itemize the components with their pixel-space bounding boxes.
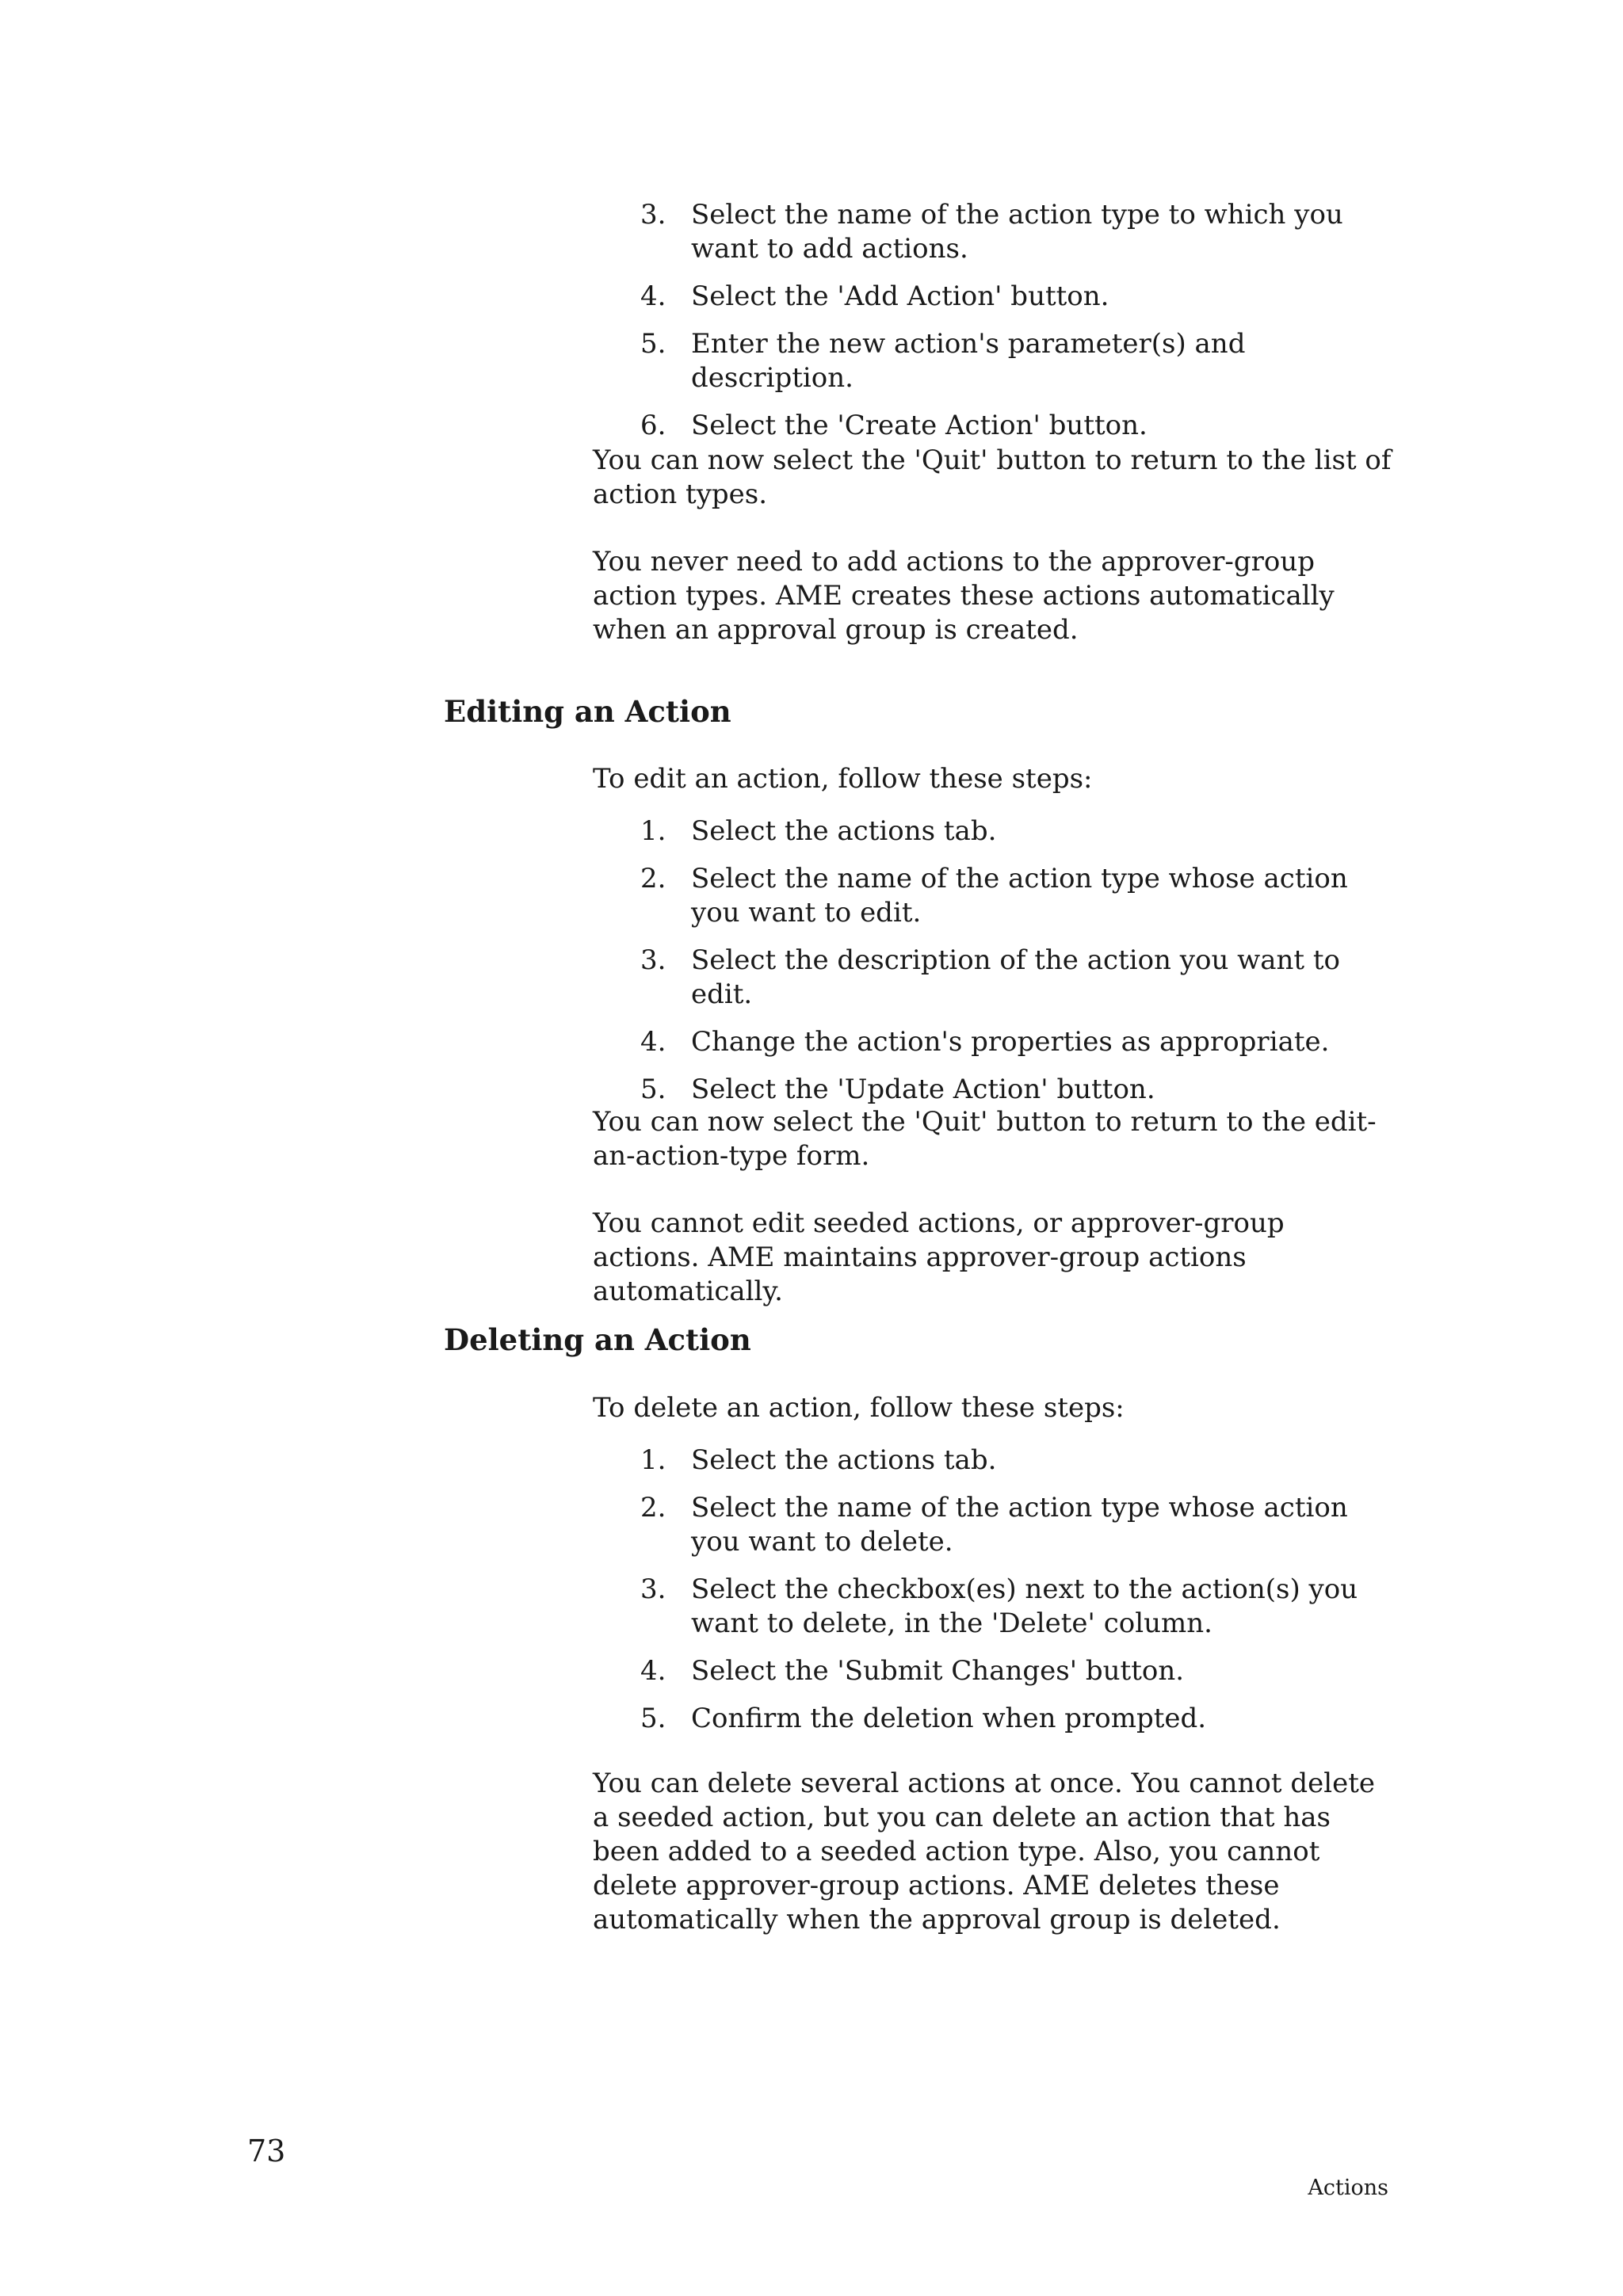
step-text: Select the 'Update Action' button.: [691, 1074, 1155, 1105]
step-number: 3.: [640, 944, 666, 976]
step-number: 6.: [640, 410, 666, 441]
delete-action-step-list: [593, 1444, 1393, 1736]
edit-quit-paragraph: You can now select the 'Quit' button to return to the edit-an-action-type form.: [593, 1106, 1377, 1172]
approver-group-note-paragraph: You never need to add actions to the approver-group action types. AME creates these actions automatically when an approval group is created.: [593, 546, 1335, 646]
delete-notes-paragraph: You can delete several actions at once. You cannot delete a seeded action, but you can delete an action that has been added to a seeded action type. Also, you cannot delete approver-group actions. AME deletes these automatically when the approval group is deleted.: [593, 1768, 1375, 1936]
deleting-action-heading: Deleting an Action: [444, 1322, 751, 1357]
step-number: 1.: [640, 815, 666, 847]
step-number: 1.: [640, 1444, 666, 1476]
quit-return-paragraph: You can now select the 'Quit' button to return to the list of action types.: [593, 444, 1392, 510]
list-item: [593, 944, 1393, 1012]
list-item: [593, 1702, 1393, 1736]
list-item: [593, 280, 1393, 314]
step-number: 4.: [640, 280, 666, 312]
add-action-step-list: [593, 198, 1393, 443]
add-action-steps-continued: [593, 198, 1393, 456]
step-text: Enter the new action's parameter(s) and description.: [691, 328, 1246, 394]
editing-action-heading: Editing an Action: [444, 694, 731, 729]
list-item: [593, 1073, 1393, 1107]
step-number: 3.: [640, 199, 666, 231]
edit-action-step-list: [593, 814, 1393, 1107]
step-number: 2.: [640, 1492, 666, 1524]
edit-restriction-paragraph: You cannot edit seeded actions, or approver-group actions. AME maintains approver-group actions automatically.: [593, 1207, 1285, 1307]
step-number: 4.: [640, 1655, 666, 1687]
step-number: 2.: [640, 863, 666, 894]
list-item: [593, 1573, 1393, 1641]
step-number: 5.: [640, 1074, 666, 1105]
delete-intro-paragraph: To delete an action, follow these steps:: [593, 1392, 1125, 1424]
step-text: Select the 'Create Action' button.: [691, 410, 1148, 441]
delete-action-steps: [593, 1444, 1393, 1749]
step-text: Select the 'Submit Changes' button.: [691, 1655, 1185, 1687]
list-item: [593, 1491, 1393, 1559]
step-text: Select the description of the action you want to edit.: [691, 944, 1341, 1010]
edit-action-steps: [593, 814, 1393, 1120]
step-text: Select the 'Add Action' button.: [691, 280, 1109, 312]
footer-chapter-title: Actions: [1308, 2176, 1388, 2200]
step-text: Select the checkbox(es) next to the action(s) you want to delete, in the 'Delete' column.: [691, 1573, 1358, 1639]
list-item: [593, 814, 1393, 849]
step-text: Select the actions tab.: [691, 1444, 997, 1476]
list-item: [593, 198, 1393, 266]
step-text: Select the name of the action type whose action you want to delete.: [691, 1492, 1348, 1558]
step-text: Select the actions tab.: [691, 815, 997, 847]
step-text: Select the name of the action type whose action you want to edit.: [691, 863, 1348, 929]
list-item: [593, 1025, 1393, 1059]
step-number: 5.: [640, 1703, 666, 1734]
step-text: Select the name of the action type to which you want to add actions.: [691, 199, 1343, 265]
page-number: 73: [247, 2134, 286, 2168]
list-item: [593, 409, 1393, 443]
step-number: 3.: [640, 1573, 666, 1605]
list-item: [593, 1654, 1393, 1688]
step-number: 4.: [640, 1026, 666, 1058]
step-text: Confirm the deletion when prompted.: [691, 1703, 1207, 1734]
list-item: [593, 1444, 1393, 1478]
list-item: [593, 327, 1393, 395]
step-number: 5.: [640, 328, 666, 360]
step-text: Change the action's properties as appropriate.: [691, 1026, 1330, 1058]
edit-intro-paragraph: To edit an action, follow these steps:: [593, 763, 1093, 795]
list-item: [593, 862, 1393, 930]
